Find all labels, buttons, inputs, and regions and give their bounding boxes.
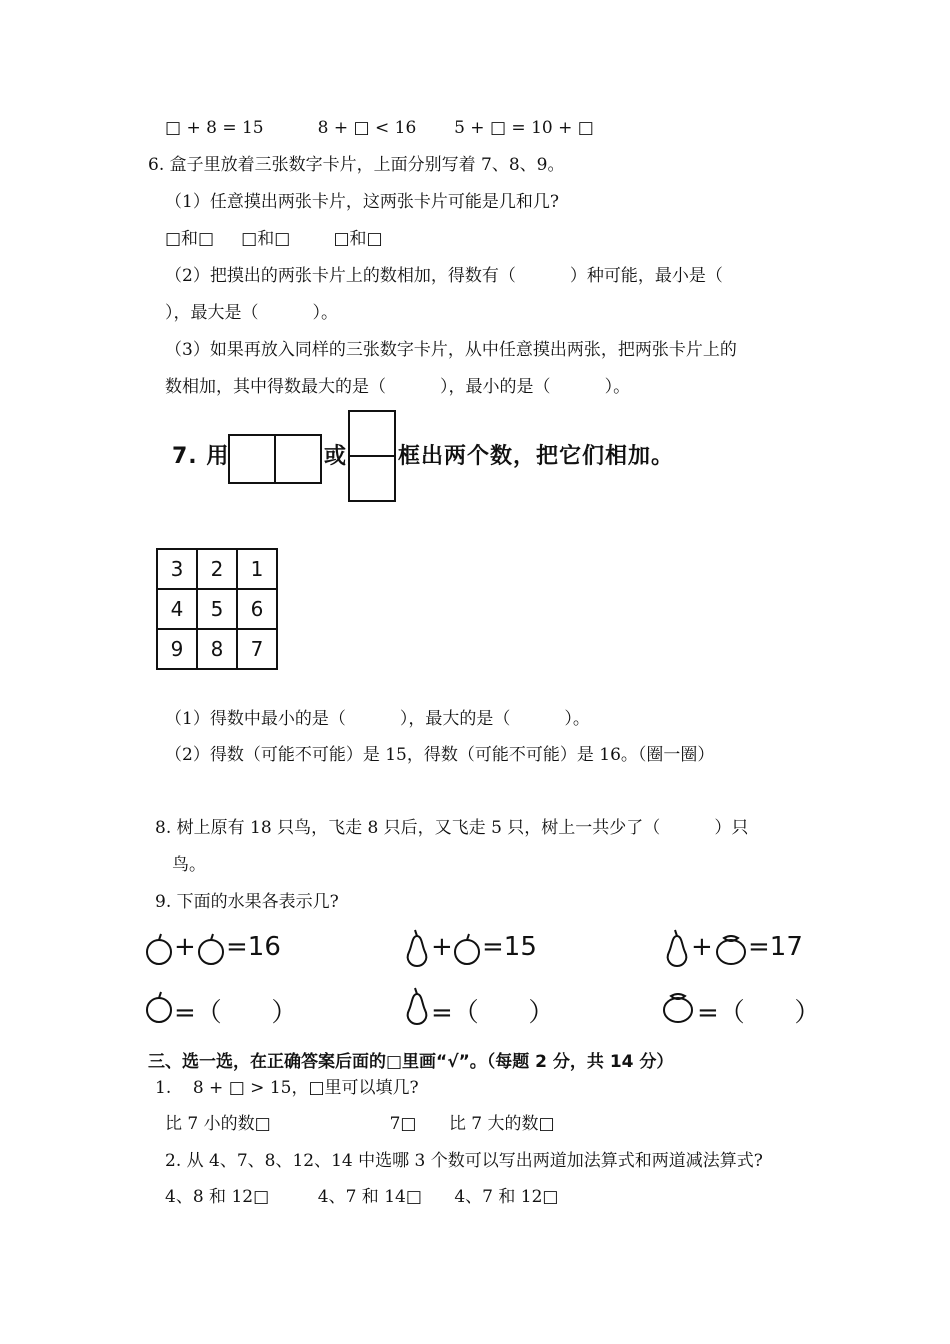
q6-part3-line2: 数相加，其中得数最大的是（ ），最小的是（ ）。 (165, 377, 631, 397)
plus-sign: + (174, 932, 196, 962)
q7-suffix: 框出两个数，把它们相加。 (398, 444, 675, 469)
apple-answer[interactable]: =（ ） (174, 998, 298, 1028)
q6-part2-line2: ），最大是（ ）。 (165, 303, 339, 323)
apple-icon (452, 932, 482, 966)
grid-cell[interactable]: 2 (197, 549, 237, 589)
q7-part2: （2）得数（可能不可能）是 15，得数（可能不可能）是 16。（圈一圈） (165, 745, 715, 765)
q8-line2: 鸟。 (172, 855, 206, 875)
grid-cell[interactable]: 8 (197, 629, 237, 669)
orange-icon (661, 988, 695, 1024)
orange-answer[interactable]: =（ ） (697, 998, 821, 1028)
s3-q2-options[interactable]: 4、8 和 12□ 4、7 和 14□ 4、7 和 12□ (165, 1187, 559, 1207)
grid-cell[interactable]: 3 (157, 549, 197, 589)
grid-cell[interactable]: 9 (157, 629, 197, 669)
pear-icon (403, 986, 431, 1026)
pear-answer[interactable]: =（ ） (431, 998, 555, 1028)
pear-icon (663, 928, 691, 968)
grid-cell[interactable]: 6 (237, 589, 277, 629)
plus-sign: + (691, 932, 713, 962)
s3-q1-options[interactable]: 比 7 小的数□ 7□ 比 7 大的数□ (165, 1114, 555, 1134)
q7-prefix: 7. 用 (172, 444, 230, 469)
horizontal-frame-divider (274, 434, 276, 484)
q7-middle: 或 (324, 444, 348, 469)
equation-2-result: =15 (482, 932, 537, 962)
section-3-title: 三、选一选，在正确答案后面的□里画“√”。（每题 2 分，共 14 分） (148, 1052, 674, 1072)
q5-equations: □ + 8 = 15 8 + □ < 16 5 + □ = 10 + □ (165, 118, 594, 138)
equation-3-result: =17 (748, 932, 803, 962)
vertical-frame-divider (348, 455, 396, 457)
apple-icon (144, 932, 174, 966)
plus-sign: + (431, 932, 453, 962)
number-grid (156, 548, 278, 670)
q9-title: 9. 下面的水果各表示几? (155, 892, 339, 912)
apple-icon (196, 932, 226, 966)
q8-line1: 8. 树上原有 18 只鸟，飞走 8 只后，又飞走 5 只，树上一共少了（ ）只 (155, 818, 749, 838)
q7-part1: （1）得数中最小的是（ ），最大的是（ ）。 (165, 709, 590, 729)
grid-cell[interactable]: 5 (197, 589, 237, 629)
s3-q1: 1. 8 + □ > 15，□里可以填几? (155, 1078, 419, 1098)
orange-icon (714, 930, 748, 966)
equation-1-result: =16 (226, 932, 281, 962)
grid-cell[interactable]: 4 (157, 589, 197, 629)
q6-part3-line1: （3）如果再放入同样的三张数字卡片，从中任意摸出两张，把两张卡片上的 (165, 340, 737, 360)
grid-cell[interactable]: 1 (237, 549, 277, 589)
q6-part1: （1）任意摸出两张卡片，这两张卡片可能是几和几? (165, 192, 559, 212)
q6-part1-options[interactable]: □和□ □和□ □和□ (165, 229, 383, 249)
q6-title: 6. 盒子里放着三张数字卡片，上面分别写着 7、8、9。 (148, 155, 565, 175)
pear-icon (403, 928, 431, 968)
grid-cell[interactable]: 7 (237, 629, 277, 669)
s3-q2: 2. 从 4、7、8、12、14 中选哪 3 个数可以写出两道加法算式和两道减法算式? (165, 1151, 763, 1171)
apple-icon (144, 990, 174, 1024)
q6-part2-line1: （2）把摸出的两张卡片上的数相加，得数有（ ）种可能，最小是（ (165, 266, 723, 286)
